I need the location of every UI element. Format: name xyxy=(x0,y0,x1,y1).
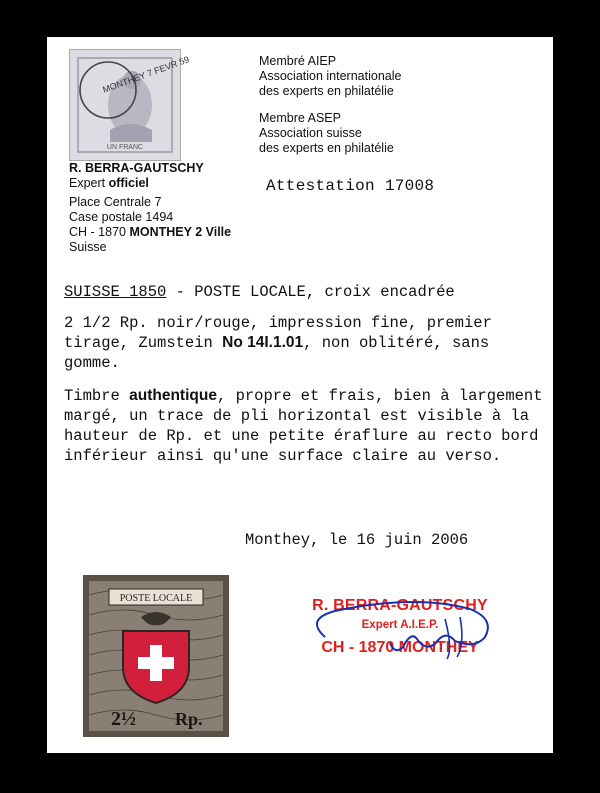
address-line1: Place Centrale 7 xyxy=(69,195,162,209)
stamp-unit: Rp. xyxy=(175,709,203,729)
description-paragraph-2: Timbre authentique, propre et frais, bien à largement margé, un trace de pli horizontal est visible à la hauteur de Rp. et une petite éraflure au recto bord inférieur ainsi qu'une surface claire au verso. xyxy=(64,387,543,465)
seal-line1: R. BERRA-GAUTSCHY xyxy=(312,597,488,614)
association-aiep: Membré AIEP Association internationale des experts en philatélie xyxy=(259,54,402,98)
address-country: Suisse xyxy=(69,240,107,254)
description-title: SUISSE 1850 - POSTE LOCALE, croix encadrée xyxy=(64,283,455,301)
stamp-value-text: UN FRANC xyxy=(106,144,144,151)
stamp-image xyxy=(83,575,229,737)
logo-stamp-image xyxy=(69,49,191,161)
association-asep: Membre ASEP Association suisse des experts en philatélie xyxy=(259,111,394,155)
certificate-card xyxy=(47,37,553,753)
poste-locale-stamp-icon xyxy=(83,575,229,737)
seal-line2: Expert A.I.E.P. xyxy=(361,619,439,631)
seal-line3: CH - 1870 MONTHEY xyxy=(321,639,479,656)
description-paragraph-1: 2 1/2 Rp. noir/rouge, impression fine, premier tirage, Zumstein No 14I.1.01, non oblitéré, sans gomme. xyxy=(64,314,492,372)
date-line: Monthey, le 16 juin 2006 xyxy=(245,531,469,549)
address-line2: Case postale 1494 xyxy=(69,210,174,224)
helvetia-stamp-icon xyxy=(70,50,191,160)
attestation-number: Attestation 17008 xyxy=(266,177,435,195)
postmark-text: MONTHEY 7 FEVR 59 xyxy=(101,54,191,95)
expert-seal xyxy=(295,589,505,679)
expert-name: R. BERRA-GAUTSCHY xyxy=(69,161,204,175)
stamp-banner: POSTE LOCALE xyxy=(119,593,193,604)
address-line3: CH - 1870 MONTHEY 2 Ville xyxy=(69,225,232,239)
stamp-value: 2½ xyxy=(111,708,136,730)
signature-icon xyxy=(295,589,505,679)
expert-block xyxy=(69,161,231,255)
expert-title: Expert officiel xyxy=(69,176,149,190)
